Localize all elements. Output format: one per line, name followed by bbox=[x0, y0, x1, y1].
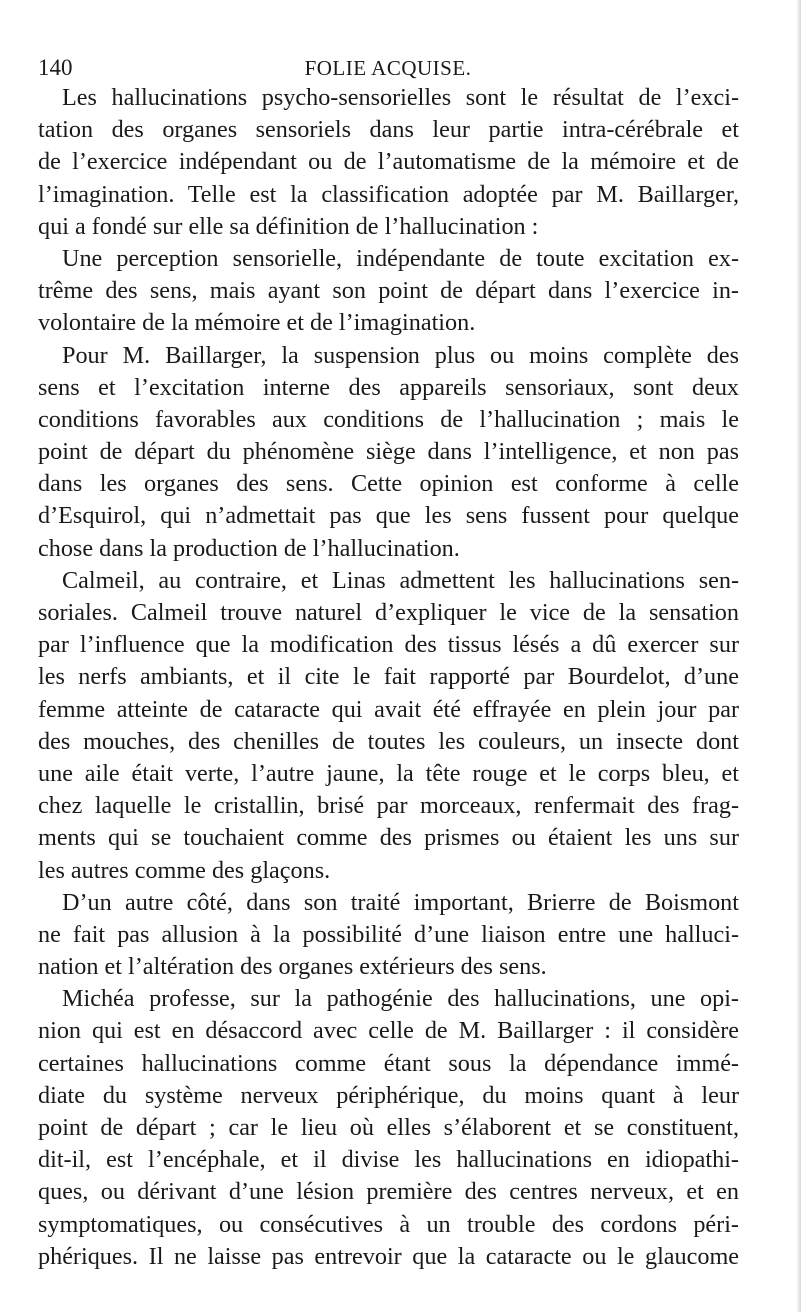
text-line: dans les organes des sens. Cette opinion est conforme à celle bbox=[38, 470, 739, 498]
text-line: une aile était verte, l’autre jaune, la tête rouge et le corps bleu, et bbox=[38, 759, 739, 787]
body-text bbox=[38, 82, 739, 1273]
text-line: symptomatiques, ou consécutives à un trouble des cordons péri- bbox=[38, 1210, 739, 1238]
text-line: les autres comme des glaçons. bbox=[38, 856, 331, 884]
text-line: dit-il, est l’encéphale, et il divise les hallucinations en idiopathi- bbox=[38, 1146, 739, 1174]
text-line: Les hallucinations psycho-sensorielles sont le résultat de l’exci- bbox=[62, 84, 739, 111]
text-line: l’imagination. Telle est la classification adoptée par M. Baillarger, bbox=[38, 180, 739, 208]
text-line: nion qui est en désaccord avec celle de M. Baillarger : il considère bbox=[38, 1017, 739, 1045]
text-line: Calmeil, au contraire, et Linas admettent les hallucinations sen- bbox=[62, 566, 739, 594]
text-line: de l’exercice indépendant ou de l’automatisme de la mémoire et de bbox=[38, 148, 739, 176]
text-line: d’Esquirol, qui n’admettait pas que les sens fussent pour quelque bbox=[38, 502, 739, 530]
text-line: phériques. Il ne laisse pas entrevoir que la cataracte ou le glaucome bbox=[38, 1242, 739, 1270]
text-line: point de départ ; car le lieu où elles s’élaborent et se constituent, bbox=[38, 1114, 739, 1141]
text-line: nation et l’altération des organes extérieurs des sens. bbox=[38, 953, 547, 981]
text-line: trême des sens, mais ayant son point de départ dans l’exercice in- bbox=[38, 277, 739, 305]
text-line: conditions favorables aux conditions de l’hallucination ; mais le bbox=[38, 405, 739, 433]
text-line: certaines hallucinations comme étant sous la dépendance immé- bbox=[38, 1049, 739, 1077]
text-line: par l’influence que la modification des tissus lésés a dû exercer sur bbox=[38, 631, 739, 659]
text-line: ne fait pas allusion à la possibilité d’une liaison entre une halluci- bbox=[38, 920, 739, 948]
running-title: FOLIE ACQUISE. bbox=[304, 56, 472, 80]
text-line: volontaire de la mémoire et de l’imagination. bbox=[38, 309, 476, 337]
page-number: 140 bbox=[38, 55, 73, 80]
text-line: les nerfs ambiants, et il cite le fait rapporté par Bourdelot, d’une bbox=[38, 663, 739, 691]
text-line: point de départ du phénomène siège dans l’intelligence, et non pas bbox=[38, 438, 739, 466]
text-line: des mouches, des chenilles de toutes les couleurs, un insecte dont bbox=[38, 727, 739, 755]
text-line: chose dans la production de l’hallucination. bbox=[38, 534, 460, 562]
text-line: femme atteinte de cataracte qui avait été effrayée en plein jour par bbox=[38, 695, 739, 723]
page-edge-shadow bbox=[796, 0, 801, 1312]
running-head bbox=[38, 52, 738, 84]
text-line: ments qui se touchaient comme des prismes ou étaient les uns sur bbox=[38, 824, 739, 852]
text-line: chez laquelle le cristallin, brisé par morceaux, renfermait des frag- bbox=[38, 792, 739, 820]
text-line: Michéa professe, sur la pathogénie des hallucinations, une opi- bbox=[62, 985, 739, 1013]
text-line: sens et l’excitation interne des appareils sensoriaux, sont deux bbox=[38, 373, 739, 401]
text-line: Une perception sensorielle, indépendante de toute excitation ex- bbox=[62, 244, 739, 272]
text-line: D’un autre côté, dans son traité important, Brierre de Boismont bbox=[62, 888, 739, 916]
text-line: soriales. Calmeil trouve naturel d’expliquer le vice de la sensation bbox=[38, 599, 739, 626]
text-line: diate du système nerveux périphérique, du moins quant à leur bbox=[38, 1081, 739, 1109]
text-line: Pour M. Baillarger, la suspension plus ou moins complète des bbox=[62, 341, 739, 369]
text-line: tation des organes sensoriels dans leur partie intra-cérébrale et bbox=[38, 116, 739, 144]
text-line: ques, ou dérivant d’une lésion première des centres nerveux, et en bbox=[38, 1178, 739, 1206]
text-line: qui a fondé sur elle sa définition de l’hallucination : bbox=[38, 212, 539, 240]
